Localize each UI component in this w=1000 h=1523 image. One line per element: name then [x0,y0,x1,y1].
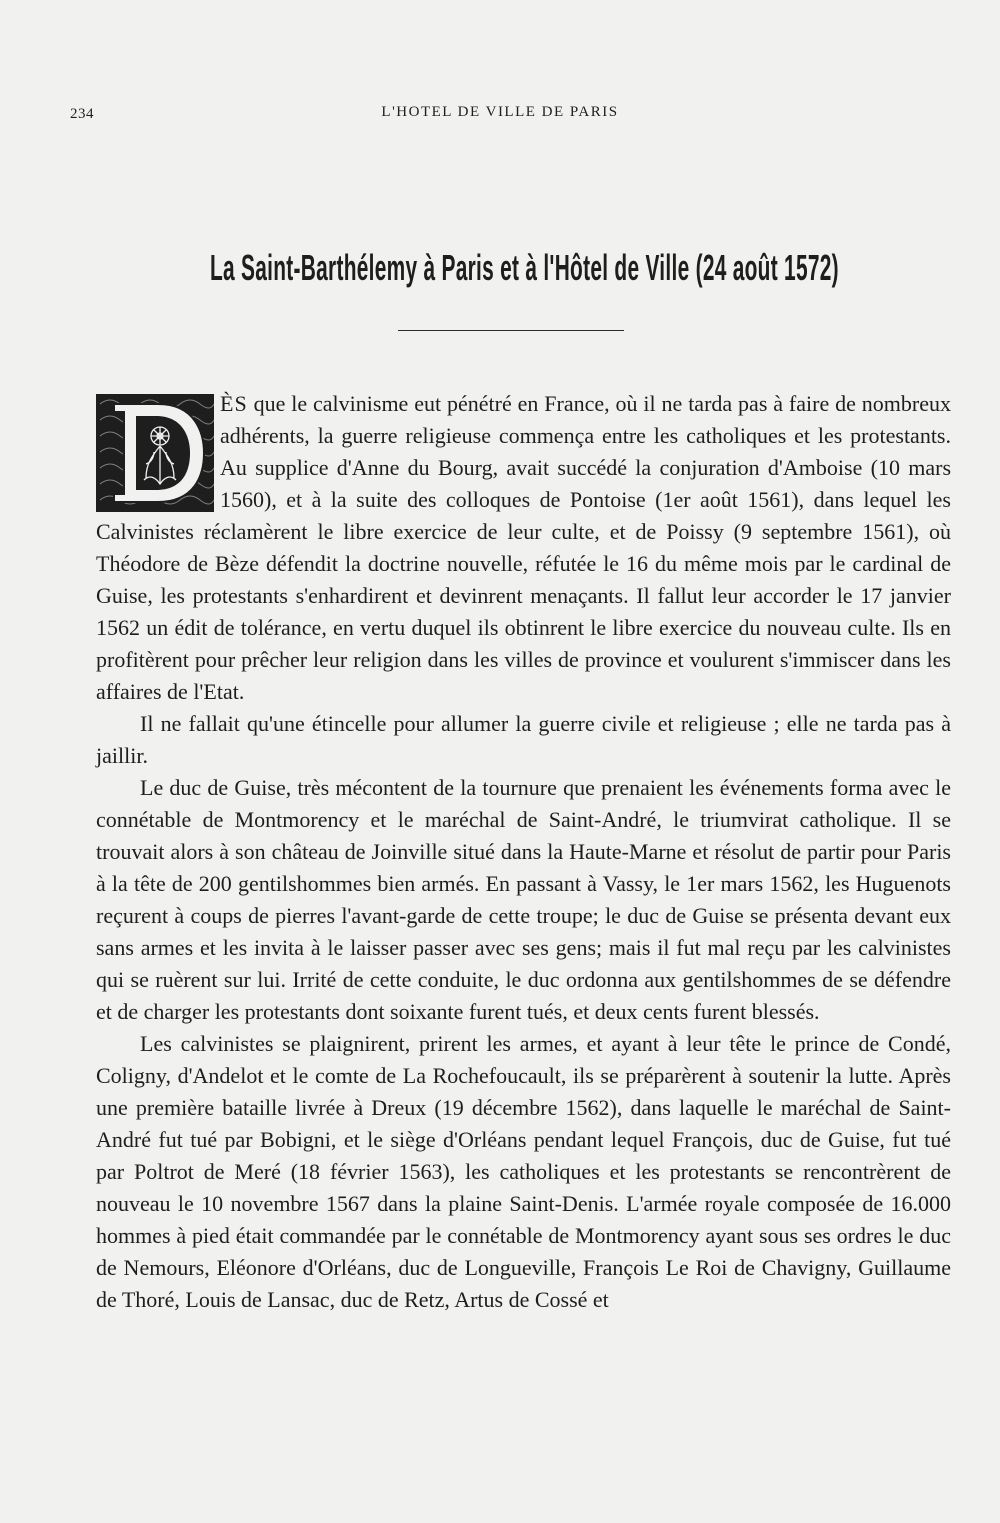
paragraph: Il ne fallait qu'une étincelle pour allumer la guerre civile et religieuse ; elle ne tarda pas à jaillir. [96,711,951,768]
paragraph-text: que le calvinisme eut pénétré en France, où il ne tarda pas à faire de nombreux adhérents, la guerre religieuse commença entre les catholiques et les protestants. Au supplice d'Anne du Bourg, avait succédé la conjuration d'Amboise (10 mars 1560), et à la suite des colloques de Pontoise (1er août 1561), dans lequel les Calvinistes réclamèrent le libre exercice de leur culte, et de Poissy (9 septembre 1561), où Théodore de Bèze défendit la doctrine nouvelle, réfutée le 16 du même mois par le cardinal de Guise, les protestants s'enhardirent et devinrent menaçants. Il fallut leur accorder le 17 janvier 1562 un édit de tolérance, en vertu duquel ils obtinrent le libre exercice du nouveau culte. Ils en profitèrent pour prêcher leur religion dans les villes de province et voulurent s'immiscer dans les affaires de l'Etat. [96,391,951,704]
paragraph: Le duc de Guise, très mécontent de la tournure que prenaient les événements forma avec le connétable de Montmorency et le maréchal de Saint-André, le triumvirat catholique. Il se trouvait alors à son château de Joinville situé dans la Haute-Marne et résolut de partir pour Paris à la tête de 200 gentilshommes bien armés. En passant à Vassy, le 1er mars 1562, les Huguenots reçurent à coups de pierres l'avant-garde de cette troupe; le duc de Guise se présenta devant eux sans armes et les invita à le laisser passer avec ses gens; mais il fut mal reçu par les calvinistes qui se ruèrent sur lui. Irrité de cette conduite, le duc ordonna aux gentilshommes de se défendre et de charger les protestants dont soixante furent tués, et deux cents furent blessés. [96,775,951,1024]
drop-cap-continuation: ÈS [220,391,248,416]
paragraph: Les calvinistes se plaignirent, prirent les armes, et ayant à leur tête le prince de Condé, Coligny, d'Andelot et le comte de La Rochefoucault, ils se préparèrent à soutenir la lutte. Après une première bataille livrée à Dreux (19 décembre 1562), dans laquelle le maréchal de Saint-André fut tué par Bobigni, et le siège d'Orléans pendant lequel François, duc de Guise, fut tué par Poltrot de Meré (18 février 1563), les catholiques et les protestants se rencontrèrent de nouveau le 10 novembre 1567 dans la plaine Saint-Denis. L'armée royale composée de 16.000 hommes à pied était commandée par le connétable de Montmorency ayant sous ses ordres le duc de Nemours, Eléonore d'Orléans, duc de Longueville, François Le Roi de Chavigny, Guillaume de Thoré, Louis de Lansac, duc de Retz, Artus de Cossé et [96,1031,951,1312]
running-header: L'HOTEL DE VILLE DE PARIS [381,104,619,120]
page-number: 234 [70,106,94,122]
article-body [96,388,951,1316]
article-title: La Saint-Barthélemy à Paris et à l'Hôtel de Ville (24 août 1572) [210,247,839,288]
drop-cap-spacer [96,388,220,510]
title-divider [398,330,624,331]
paragraph [96,388,951,708]
